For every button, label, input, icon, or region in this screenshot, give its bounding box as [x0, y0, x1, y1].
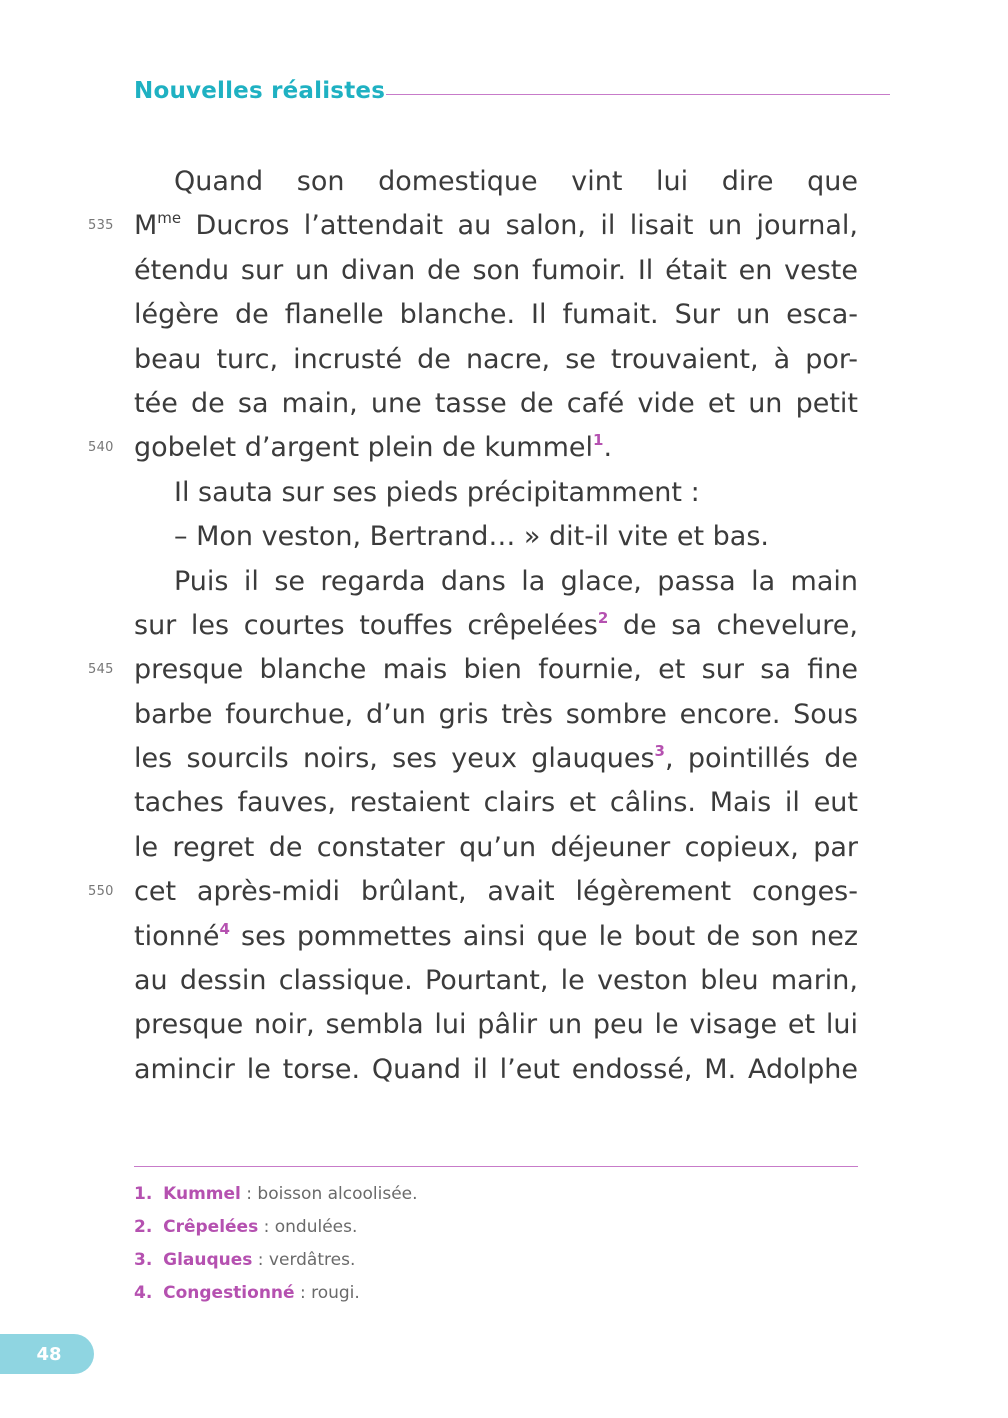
line-text: Il sauta sur ses pieds précipitamment : — [174, 476, 700, 508]
line-text-after: de sa chevelure, — [608, 609, 858, 641]
footnote-term: Kummel — [163, 1184, 241, 1204]
footnotes — [134, 1180, 858, 1312]
footnote-rule — [134, 1166, 858, 1167]
text-line — [134, 471, 858, 515]
line-text: cet après-midi brûlant, avait légèrement conges- — [134, 876, 858, 908]
line-text: les sourcils noirs, ses yeux glauques — [134, 743, 655, 775]
footnote-item — [134, 1180, 858, 1213]
footnote-definition: : rougi. — [294, 1283, 360, 1303]
line-text: beau turc, incrusté de nacre, se trouvaient, à por- — [134, 343, 858, 375]
text-line — [134, 693, 858, 737]
text-line — [134, 1003, 858, 1047]
text-line — [134, 160, 858, 204]
text-line — [134, 249, 858, 293]
line-number: 550 — [88, 884, 114, 900]
line-text: gobelet d’argent plein de kummel — [134, 432, 594, 464]
footnote-item — [134, 1279, 858, 1312]
line-text: le regret de constater qu’un déjeuner copieux, par — [134, 831, 858, 863]
text-line — [134, 204, 858, 248]
text-line — [134, 604, 858, 648]
line-number: 545 — [88, 662, 114, 678]
line-text: étendu sur un divan de son fumoir. Il était en veste — [134, 254, 858, 286]
running-header-title: Nouvelles réalistes — [134, 78, 386, 104]
footnote-marker[interactable]: 4 — [219, 919, 230, 938]
header-rule — [386, 94, 890, 95]
text-line — [134, 959, 858, 1003]
footnote-term: Glauques — [163, 1250, 253, 1270]
text-line — [134, 382, 858, 426]
line-prefix: M — [134, 210, 158, 242]
line-text: Quand son domestique vint lui dire que — [174, 166, 858, 197]
footnote-number: 3. — [134, 1250, 153, 1270]
footnote-item — [134, 1213, 858, 1246]
text-line — [134, 648, 858, 692]
line-text: – Mon veston, Bertrand… » dit-il vite et bas. — [174, 521, 769, 553]
footnote-definition: : ondulées. — [258, 1217, 358, 1237]
line-text: tionné — [134, 920, 220, 952]
line-text-after: , pointillés de — [664, 743, 858, 775]
footnote-number: 2. — [134, 1217, 153, 1237]
line-text: presque blanche mais bien fournie, et sur sa fine — [134, 654, 858, 686]
line-text-after: . — [603, 432, 613, 464]
line-text: au dessin classique. Pourtant, le veston bleu marin, — [134, 965, 858, 997]
footnote-definition: : verdâtres. — [252, 1250, 356, 1270]
text-line — [134, 737, 858, 781]
footnote-term: Congestionné — [163, 1283, 295, 1303]
text-line — [134, 826, 858, 870]
footnote-definition: : boisson alcoolisée. — [240, 1184, 418, 1204]
line-text-after: ses pommettes ainsi que le bout de son nez — [229, 920, 858, 952]
footnote-item — [134, 1246, 858, 1279]
footnote-marker[interactable]: 1 — [593, 431, 604, 450]
running-header — [134, 78, 890, 110]
text-line — [134, 870, 858, 914]
line-text: taches fauves, restaient clairs et câlins. Mais il eut — [134, 787, 858, 819]
line-text: barbe fourchue, d’un gris très sombre encore. Sous — [134, 698, 858, 730]
line-text: légère de flanelle blanche. Il fumait. Sur un esca- — [134, 299, 858, 331]
text-line — [134, 426, 858, 470]
line-text: Ducros l’attendait au salon, il lisait un journal, — [181, 210, 858, 242]
line-text: tée de sa main, une tasse de café vide et un petit — [134, 387, 858, 419]
text-line — [134, 781, 858, 825]
text-line — [134, 293, 858, 337]
line-text: Puis il se regarda dans la glace, passa la main — [174, 565, 858, 597]
text-line — [134, 560, 858, 604]
line-text: amincir le torse. Quand il l’eut endossé, M. Adolphe — [134, 1053, 858, 1085]
body-text — [134, 160, 858, 1092]
line-text: presque noir, sembla lui pâlir un peu le visage et lui — [134, 1009, 858, 1041]
text-line — [134, 515, 858, 559]
text-line — [134, 338, 858, 382]
footnote-marker[interactable]: 2 — [597, 608, 609, 627]
page-number: 48 — [36, 1343, 62, 1365]
line-number: 535 — [88, 218, 114, 234]
footnote-number: 1. — [134, 1184, 153, 1204]
footnote-term: Crêpelées — [163, 1217, 259, 1237]
line-text: sur les courtes touffes crêpelées — [134, 609, 598, 641]
text-line — [134, 915, 858, 959]
footnote-number: 4. — [134, 1283, 153, 1303]
line-number: 540 — [88, 440, 114, 456]
page-number-tab — [0, 1334, 94, 1374]
abbrev-superscript: me — [157, 209, 182, 228]
footnote-marker[interactable]: 3 — [654, 742, 665, 761]
text-line — [134, 1048, 858, 1092]
